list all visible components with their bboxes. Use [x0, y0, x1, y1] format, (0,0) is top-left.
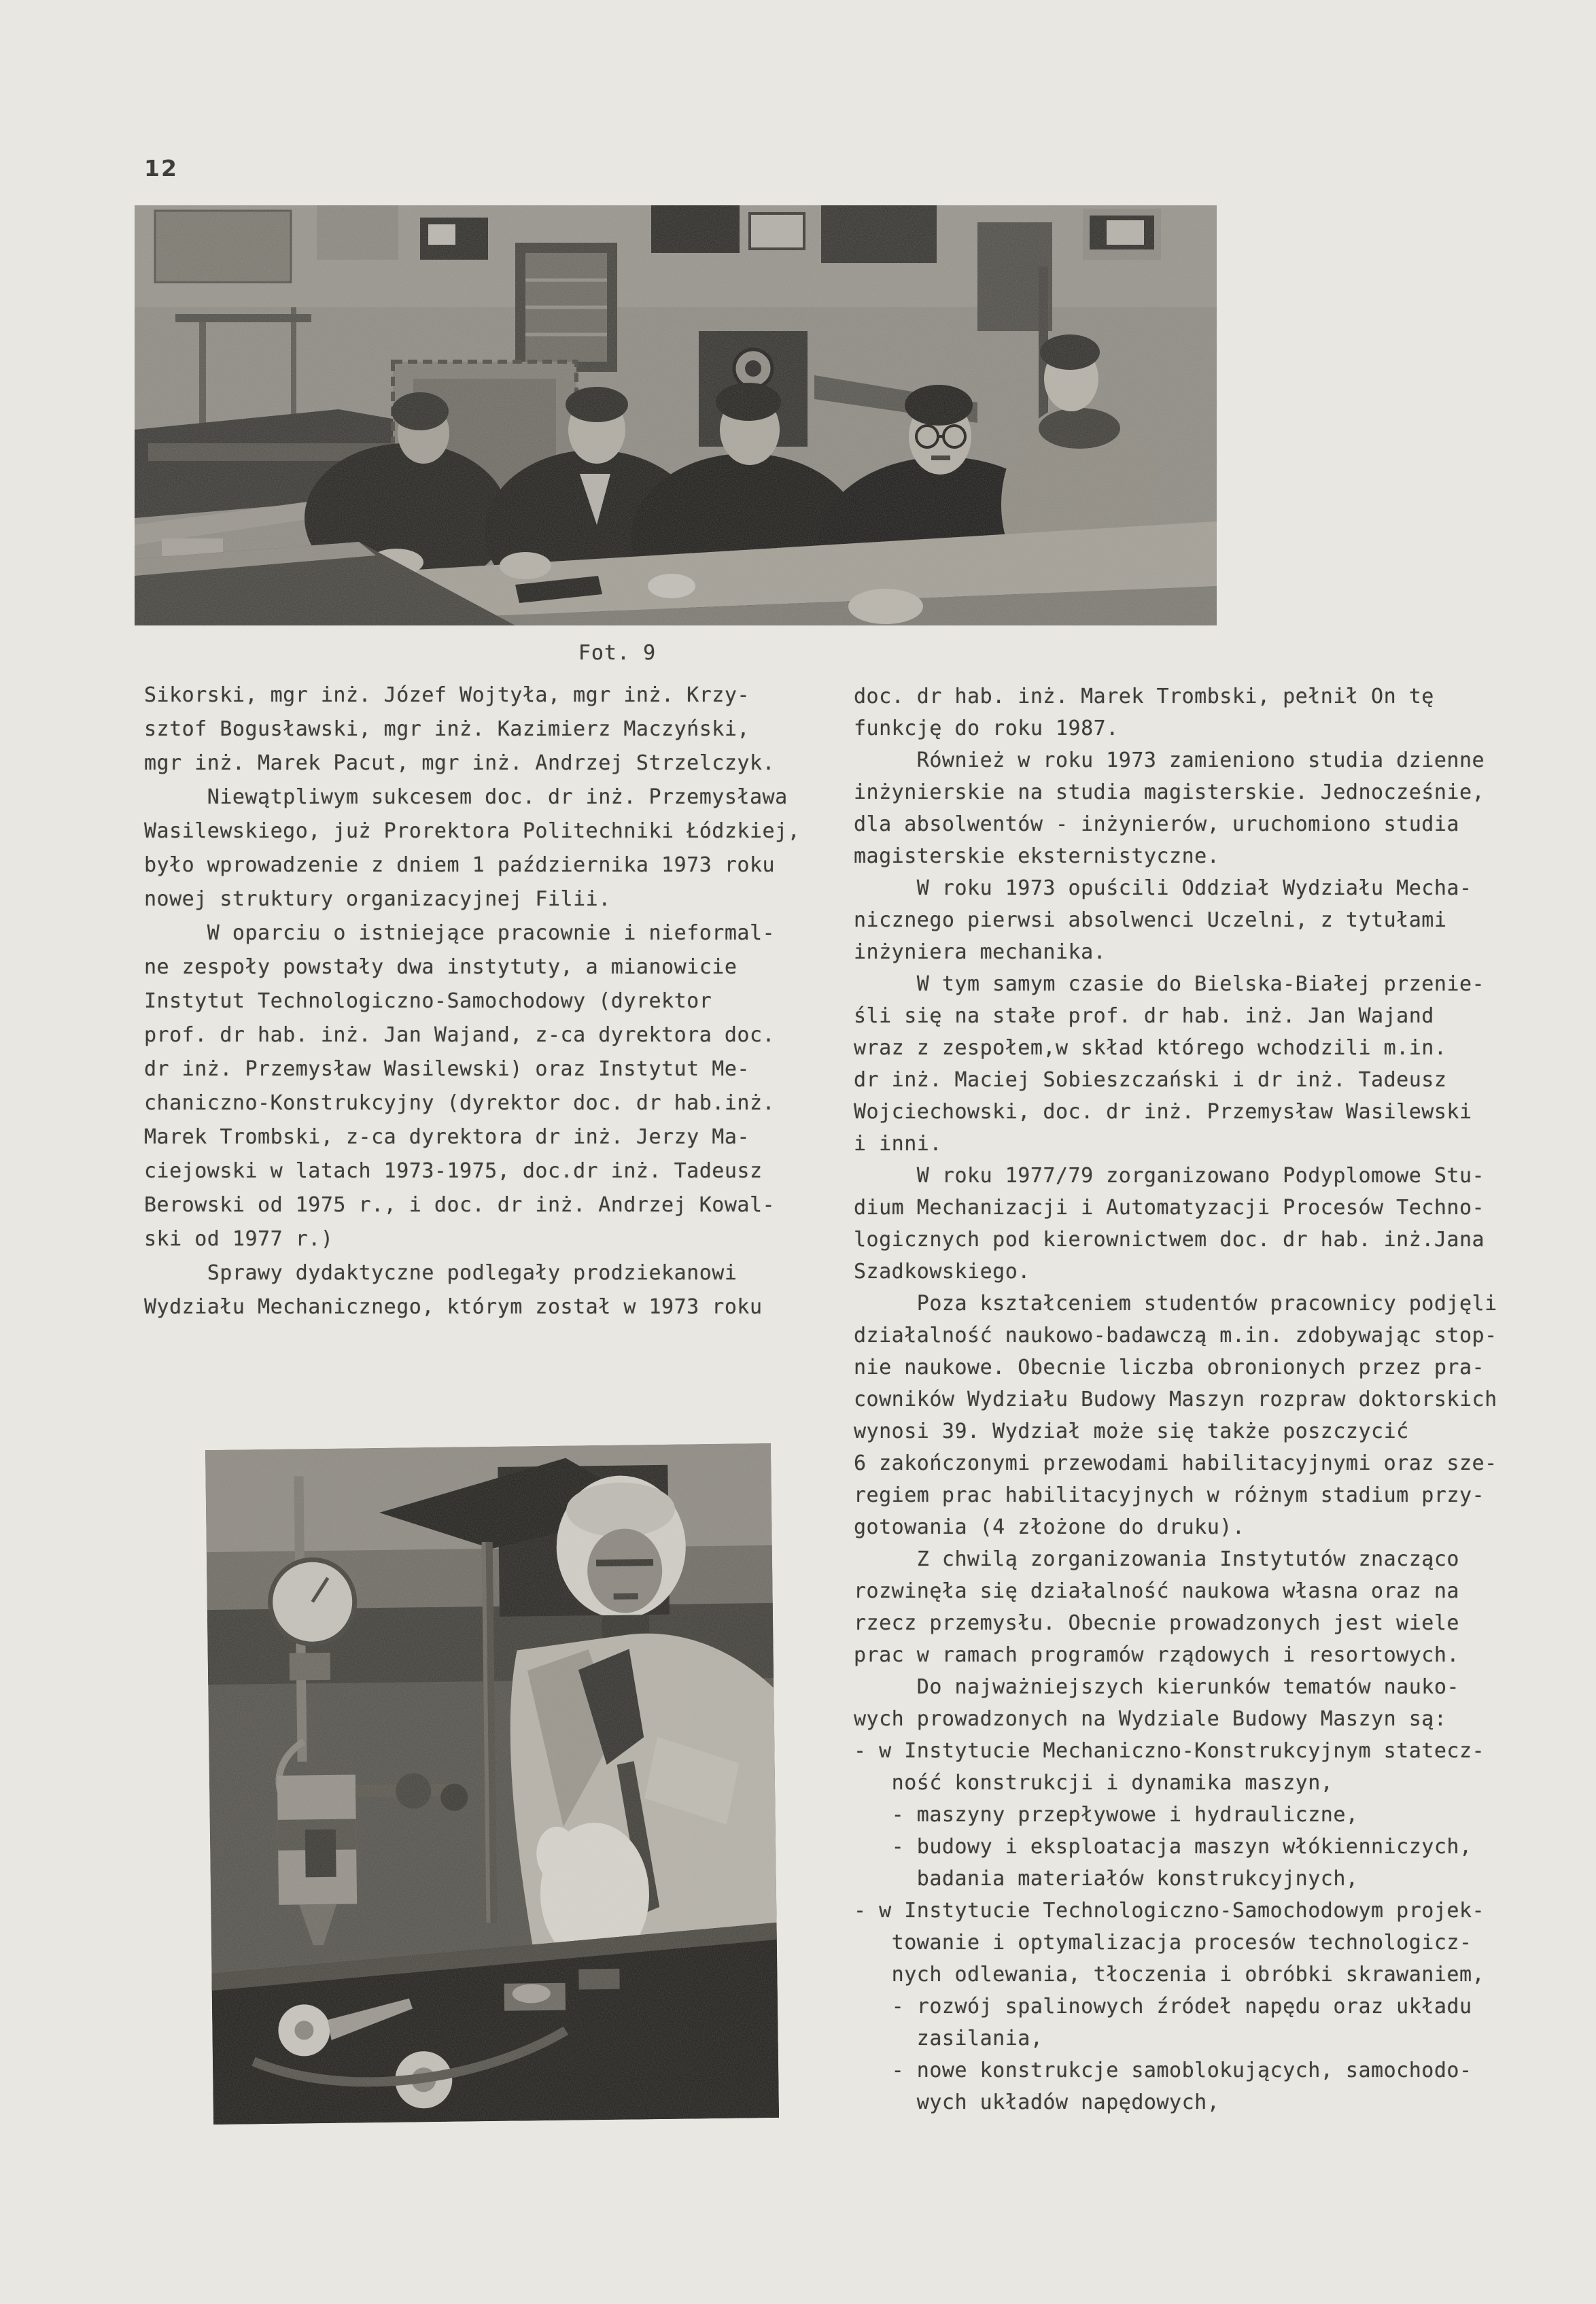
text-line: - nowe konstrukcje samoblokujących, samochodo-: [854, 2059, 1472, 2082]
text-line: wynosi 39. Wydział może się także poszczycić: [854, 1420, 1409, 1443]
text-line: wraz z zespołem,w skład którego wchodzili m.in.: [854, 1036, 1447, 1060]
text-line: W roku 1973 opuścili Oddział Wydziału Mecha-: [854, 876, 1472, 900]
right-column: [854, 681, 1497, 2118]
text-line: - budowy i eksploatacja maszyn włókienniczych,: [854, 1835, 1472, 1859]
text-line: wych prowadzonych na Wydziale Budowy Maszyn są:: [854, 1707, 1447, 1731]
text-line: Sprawy dydaktyczne podlegały prodziekanowi: [144, 1261, 738, 1285]
text-line: W oparciu o istniejące pracownie i nieformal-: [144, 921, 776, 945]
text-line: sztof Bogusławski, mgr inż. Kazimierz Maczyński,: [144, 717, 750, 741]
text-line: ciejowski w latach 1973-1975, doc.dr inż. Tadeusz: [144, 1159, 763, 1183]
text-line: 6 zakończonymi przewodami habilitacyjnymi oraz sze-: [854, 1451, 1497, 1475]
text-line: ne zespoły powstały dwa instytuty, a mianowicie: [144, 955, 738, 979]
text-line: działalność naukowo-badawczą m.in. zdobywając stop-: [854, 1324, 1497, 1347]
text-line: rozwinęła się działalność naukowa własna oraz na: [854, 1579, 1459, 1603]
text-line: inżyniera mechanika.: [854, 940, 1107, 964]
left-column: [144, 678, 800, 1324]
text-line: Sikorski, mgr inż. Józef Wojtyła, mgr inż. Krzy-: [144, 683, 750, 707]
fot9-photo-illustration: [135, 205, 1217, 625]
text-line: Niewątpliwym sukcesem doc. dr inż. Przemysława: [144, 785, 788, 809]
text-line: rzecz przemysłu. Obecnie prowadzonych jest wiele: [854, 1611, 1459, 1635]
text-line: nie naukowe. Obecnie liczba obronionych przez pra-: [854, 1356, 1485, 1379]
text-line: Berowski od 1975 r., i doc. dr inż. Andrzej Kowal-: [144, 1193, 776, 1217]
text-line: dr inż. Przemysław Wasilewski) oraz Instytut Me-: [144, 1057, 750, 1081]
text-line: Również w roku 1973 zamieniono studia dzienne: [854, 749, 1485, 772]
text-line: nowej struktury organizacyjnej Filii.: [144, 887, 611, 911]
text-line: nicznego pierwsi absolwenci Uczelni, z tytułami: [854, 908, 1447, 932]
text-line: funkcję do roku 1987.: [854, 717, 1119, 740]
text-line: cowników Wydziału Budowy Maszyn rozpraw doktorskich: [854, 1388, 1497, 1411]
text-line: i inni.: [854, 1132, 942, 1156]
text-line: W roku 1977/79 zorganizowano Podyplomowe Stu-: [854, 1164, 1485, 1188]
text-line: śli się na stałe prof. dr hab. inż. Jan Wajand: [854, 1004, 1434, 1028]
text-line: zasilania,: [854, 2027, 1043, 2050]
text-line: dium Mechanizacji i Automatyzacji Procesów Techno-: [854, 1196, 1485, 1220]
text-line: Szadkowskiego.: [854, 1260, 1030, 1284]
text-line: Wasilewskiego, już Prorektora Politechniki Łódzkiej,: [144, 819, 801, 843]
halftone-grain-overlay: [205, 1443, 779, 2125]
halftone-grain-overlay: [135, 205, 1217, 625]
text-line: mgr inż. Marek Pacut, mgr inż. Andrzej Strzelczyk.: [144, 751, 776, 775]
page-number: 12: [144, 155, 178, 182]
lab-worker-illustration: [205, 1443, 779, 2125]
text-line: badania materiałów konstrukcyjnych,: [854, 1867, 1359, 1891]
text-line: Marek Trombski, z-ca dyrektora dr inż. Jerzy Ma-: [144, 1125, 750, 1149]
text-line: chaniczno-Konstrukcyjny (dyrektor doc. dr hab.inż.: [144, 1091, 776, 1115]
text-line: Poza kształceniem studentów pracownicy podjęli: [854, 1292, 1497, 1316]
text-line: nych odlewania, tłoczenia i obróbki skrawaniem,: [854, 1963, 1485, 1987]
text-line: - w Instytucie Technologiczno-Samochodowym projek-: [854, 1899, 1485, 1923]
photo-caption: Fot. 9: [578, 641, 657, 665]
text-line: logicznych pod kierownictwem doc. dr hab. inż.Jana: [854, 1228, 1485, 1252]
text-line: Z chwilą zorganizowania Instytutów znacząco: [854, 1547, 1459, 1571]
text-line: Wydziału Mechanicznego, którym został w 1973 roku: [144, 1295, 763, 1319]
text-line: - rozwój spalinowych źródeł napędu oraz układu: [854, 1995, 1472, 2018]
text-line: W tym samym czasie do Bielska-Białej przenie-: [854, 972, 1485, 996]
text-line: Instytut Technologiczno-Samochodowy (dyrektor: [144, 989, 712, 1013]
fot9-group-photo: [135, 205, 1217, 625]
text-line: dla absolwentów - inżynierów, uruchomiono studia: [854, 812, 1459, 836]
text-line: prac w ramach programów rządowych i resortowych.: [854, 1643, 1459, 1667]
text-line: doc. dr hab. inż. Marek Trombski, pełnił On tę: [854, 685, 1434, 708]
text-line: prof. dr hab. inż. Jan Wajand, z-ca dyrektora doc.: [144, 1023, 776, 1047]
text-line: Do najważniejszych kierunków tematów nauko-: [854, 1675, 1459, 1699]
text-line: inżynierskie na studia magisterskie. Jednocześnie,: [854, 780, 1485, 804]
text-line: gotowania (4 złożone do druku).: [854, 1515, 1245, 1539]
lab-worker-photo: [205, 1443, 779, 2125]
text-line: Wojciechowski, doc. dr inż. Przemysław Wasilewski: [854, 1100, 1472, 1124]
text-line: regiem prac habilitacyjnych w różnym stadium przy-: [854, 1483, 1485, 1507]
text-line: ność konstrukcji i dynamika maszyn,: [854, 1771, 1334, 1795]
text-line: magisterskie eksternistyczne.: [854, 844, 1220, 868]
text-line: dr inż. Maciej Sobieszczański i dr inż. Tadeusz: [854, 1068, 1447, 1092]
text-line: wych układów napędowych,: [854, 2091, 1220, 2114]
text-line: ski od 1977 r.): [144, 1227, 334, 1251]
text-line: - w Instytucie Mechaniczno-Konstrukcyjnym statecz-: [854, 1739, 1485, 1763]
text-line: było wprowadzenie z dniem 1 października 1973 roku: [144, 853, 776, 877]
text-line: towanie i optymalizacja procesów technologicz-: [854, 1931, 1472, 1955]
text-line: - maszyny przepływowe i hydrauliczne,: [854, 1803, 1359, 1827]
